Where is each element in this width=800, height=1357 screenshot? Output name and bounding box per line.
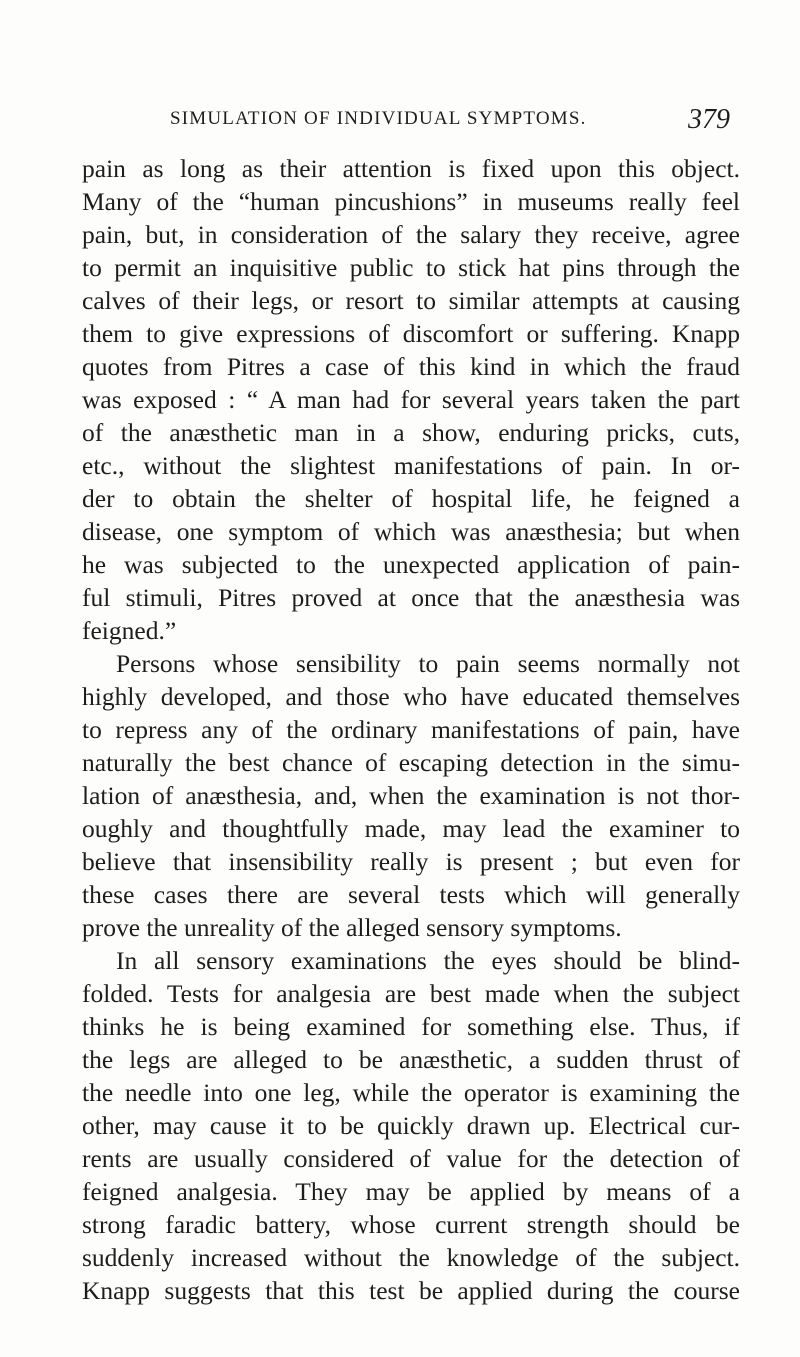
text-line: of the anæsthetic man in a show, enduring pricks, cuts, xyxy=(82,418,740,447)
text-line: prove the unreality of the alleged sensory symptoms. xyxy=(82,913,622,942)
text-line: der to obtain the shelter of hospital life, he feigned a xyxy=(82,484,740,513)
page-number: 379 xyxy=(688,104,730,135)
text-line: pain, but, in consideration of the salary they receive, agree xyxy=(82,220,740,249)
text-line: suddenly increased without the knowledge of the subject. xyxy=(82,1243,740,1272)
text-line: calves of their legs, or resort to similar attempts at causing xyxy=(82,286,740,315)
text-line: feigned.” xyxy=(82,616,177,645)
text-line: he was subjected to the unexpected application of pain- xyxy=(82,550,740,579)
text-line: strong faradic battery, whose current strength should be xyxy=(82,1210,740,1239)
text-line: the legs are alleged to be anæsthetic, a sudden thrust of xyxy=(82,1045,740,1074)
text-line: other, may cause it to be quickly drawn up. Electrical cur- xyxy=(82,1111,740,1140)
text-line: rents are usually considered of value for the detection of xyxy=(82,1144,740,1173)
text-line: oughly and thoughtfully made, may lead the examiner to xyxy=(82,814,740,843)
text-line: these cases there are several tests which will generally xyxy=(82,880,740,909)
text-line: Many of the “human pincushions” in museums really feel xyxy=(82,187,740,216)
text-line: ful stimuli, Pitres proved at once that the anæsthesia was xyxy=(82,583,740,612)
text-line: Persons whose sensibility to pain seems normally not xyxy=(116,649,740,678)
text-line: the needle into one leg, while the operator is examining the xyxy=(82,1078,740,1107)
text-line: In all sensory examinations the eyes should be blind- xyxy=(116,946,740,975)
text-line: disease, one symptom of which was anæsthesia; but when xyxy=(82,517,740,546)
text-line: naturally the best chance of escaping detection in the simu- xyxy=(82,748,740,777)
text-line: to repress any of the ordinary manifestations of pain, have xyxy=(82,715,740,744)
text-line: folded. Tests for analgesia are best made when the subject xyxy=(82,979,740,1008)
text-line: Knapp suggests that this test be applied during the course xyxy=(82,1276,740,1305)
body-text xyxy=(82,152,740,1307)
text-line: lation of anæsthesia, and, when the examination is not thor- xyxy=(82,781,740,810)
text-line: to permit an inquisitive public to stick hat pins through the xyxy=(82,253,740,282)
running-head: SIMULATION OF INDIVIDUAL SYMPTOMS. xyxy=(170,108,587,129)
text-line: them to give expressions of discomfort or suffering. Knapp xyxy=(82,319,740,348)
text-line: highly developed, and those who have educated themselves xyxy=(82,682,740,711)
text-line: etc., without the slightest manifestations of pain. In or- xyxy=(82,451,740,480)
text-line: pain as long as their attention is fixed upon this object. xyxy=(82,154,740,183)
text-line: was exposed : “ A man had for several years taken the part xyxy=(82,385,740,414)
text-line: believe that insensibility really is present ; but even for xyxy=(82,847,740,876)
text-line: thinks he is being examined for something else. Thus, if xyxy=(82,1012,740,1041)
text-line: feigned analgesia. They may be applied by means of a xyxy=(82,1177,740,1206)
text-line: quotes from Pitres a case of this kind in which the fraud xyxy=(82,352,740,381)
